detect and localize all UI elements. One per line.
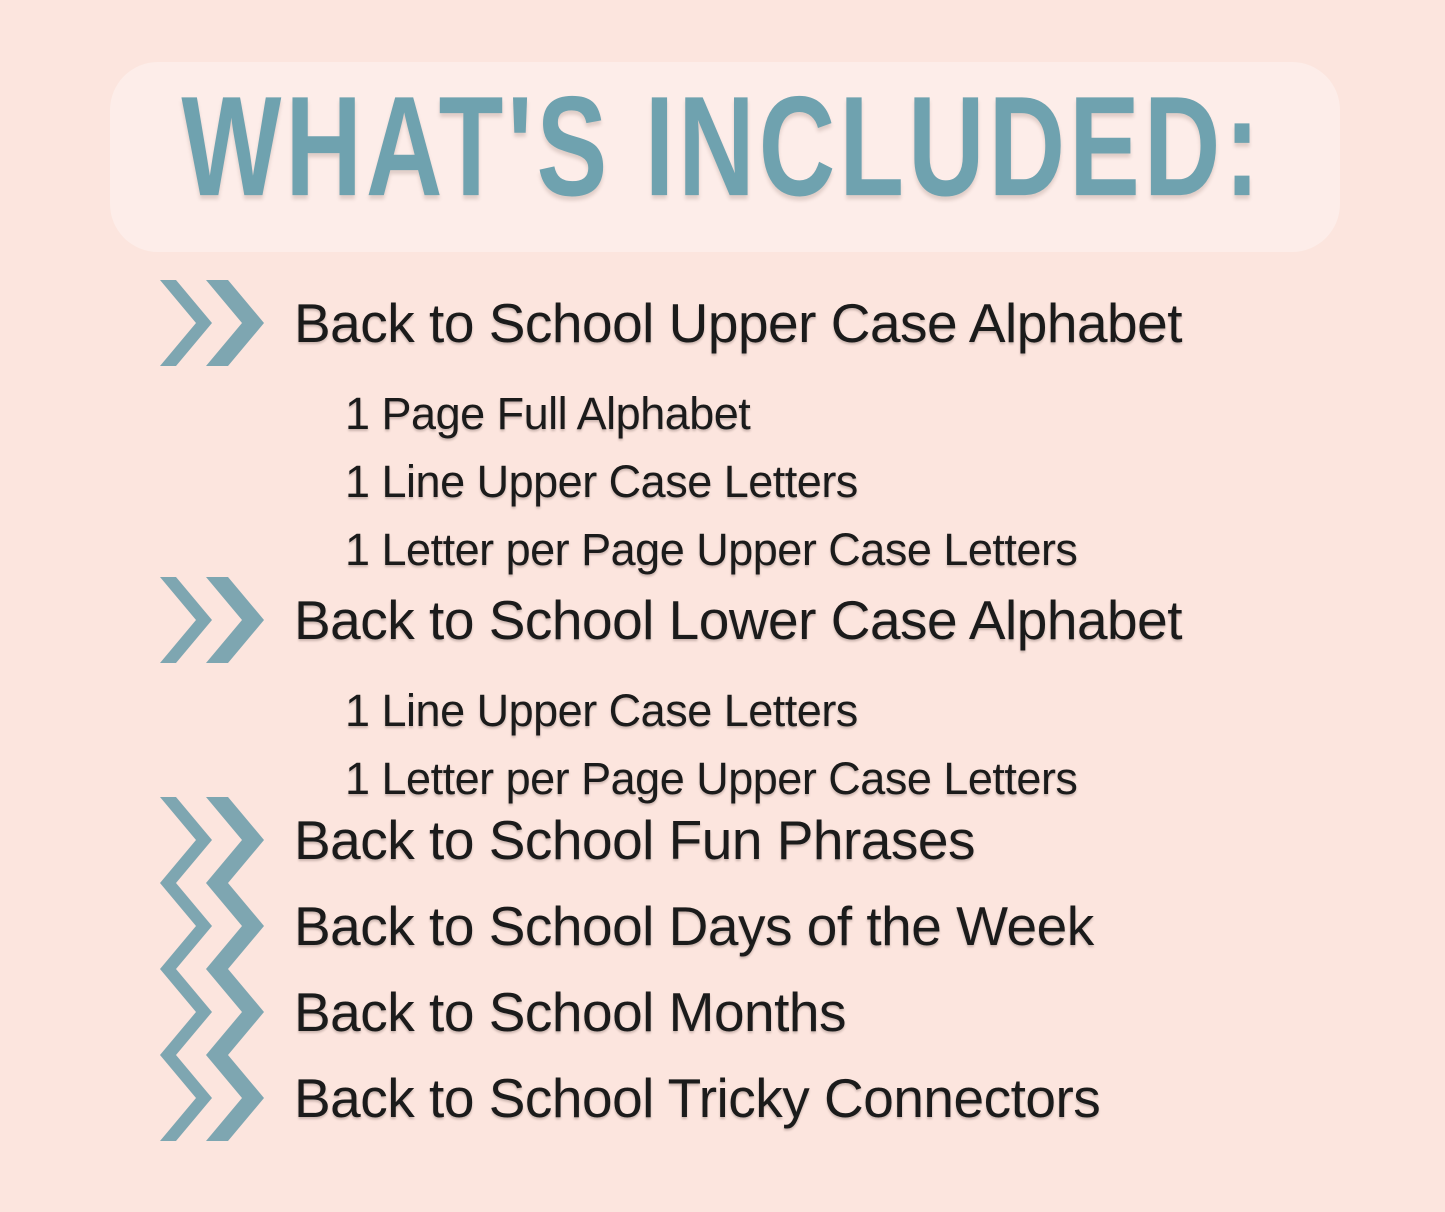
sub-list-item: 1 Line Upper Case Letters bbox=[345, 456, 858, 507]
sub-list-item: 1 Letter per Page Upper Case Letters bbox=[345, 524, 1078, 575]
heading-wrap bbox=[0, 56, 1445, 238]
included-list bbox=[0, 280, 1445, 1141]
sub-list bbox=[345, 380, 1445, 584]
list-item-label: Back to School Fun Phrases bbox=[294, 809, 975, 871]
list-item bbox=[160, 577, 1445, 663]
page-title: WHAT'S INCLUDED: bbox=[181, 67, 1264, 226]
list-item-label: Back to School Lower Case Alphabet bbox=[294, 589, 1183, 651]
sub-list-item: 1 Line Upper Case Letters bbox=[345, 685, 858, 736]
sub-list-item: 1 Page Full Alphabet bbox=[345, 388, 751, 439]
list-item bbox=[160, 1055, 1445, 1141]
list-item-label: Back to School Days of the Week bbox=[294, 895, 1094, 957]
double-chevron-icon bbox=[160, 280, 268, 366]
list-item bbox=[160, 280, 1445, 366]
list-item-label: Back to School Tricky Connectors bbox=[294, 1067, 1101, 1129]
double-chevron-icon bbox=[160, 883, 268, 969]
double-chevron-icon bbox=[160, 577, 268, 663]
list-item-label: Back to School Upper Case Alphabet bbox=[294, 292, 1183, 354]
list-item bbox=[160, 883, 1445, 969]
sub-list bbox=[345, 677, 1445, 813]
double-chevron-icon bbox=[160, 797, 268, 883]
sub-list-item: 1 Letter per Page Upper Case Letters bbox=[345, 753, 1078, 804]
list-item bbox=[160, 797, 1445, 883]
double-chevron-icon bbox=[160, 1055, 268, 1141]
list-item-label: Back to School Months bbox=[294, 981, 847, 1043]
double-chevron-icon bbox=[160, 969, 268, 1055]
list-item bbox=[160, 969, 1445, 1055]
